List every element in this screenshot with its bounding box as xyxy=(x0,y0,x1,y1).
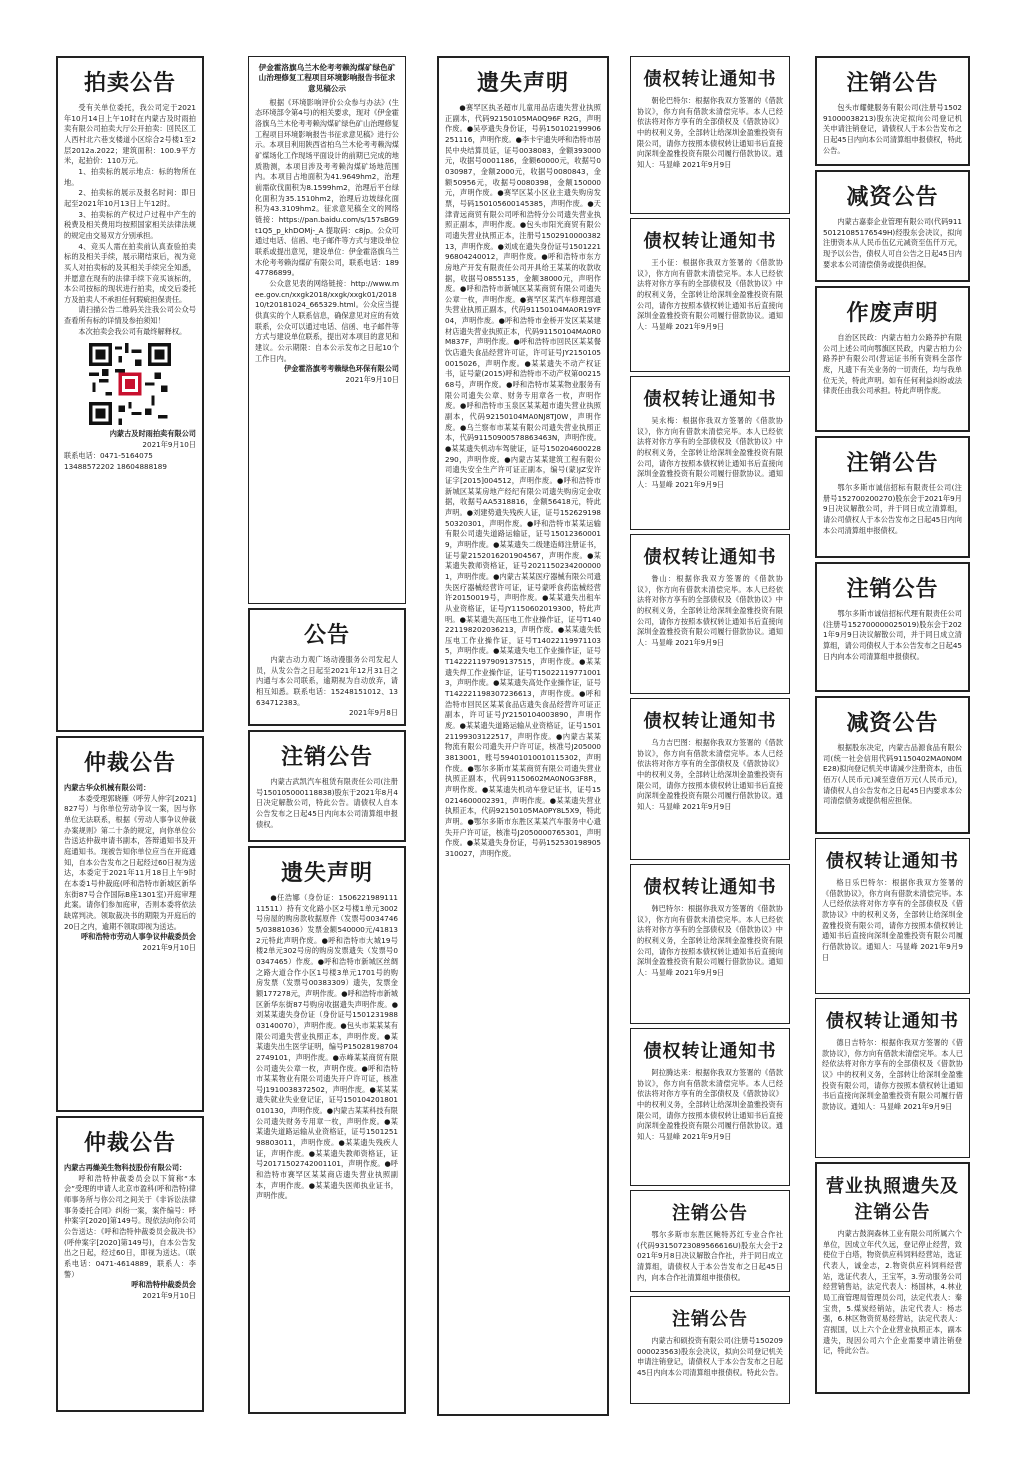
notice-body: ●赛罕区执圣超市儿童用品店遗失营业执照正副本，代码92150105MA0Q96F R2G，声明作废。●吴亭遗失身份证，号码150102199906251116，声明作废。●李卡宇遗失呼和浩特市居民中央结算员证，证号0038083，金额393000元，收据号0001186，金额60000元，收据号0030987，金额2000元，收据号0080843，金额50956元，收据号0080398，金额150000元，声明作废。●赛罕区某小区业主遗失购房发票，号码150105600145385，声明作废。●天津青远商贸有限公司呼和浩特分公司遗失营业执照正副本，声明作废。●包头市阳光商贸有限公司遗失营业执照正本，注册号150291000038213，声明作废。●刘成在遗失身份证号150122196804240012，声明作废。●呼和浩特市东方房地产开发有限责任公司开具给王某某的收款收据，收据号0855135，金额38000元，声明作废。●呼和浩特市新城区某某商贸有限公司遗失公章一枚，声明作废。●赛罕区某汽车修理部遗失营业执照正副本，代码91150104MA0R19YF04，声明作废。●呼和浩特市金桥开发区某某建材店遗失营业执照正本，代码91150104MA0R0M837F，声明作废。●呼和浩特市回民区某某餐饮店遗失食品经营许可证，许可证号JY21501050015026，声明作废。●某某遗失不动产权证书，证号蒙(2015)呼和浩特市不动产权第0021568号，声明作废。●呼和浩特市某某物业服务有限公司遗失公章、财务专用章各一枚，声明作废。●呼和浩特市玉泉区某某超市遗失营业执照副本，代码92150104MA0NJ8TJ0W，声明作废。●乌兰察布市某某有限公司遗失营业执照正本，代码91150900578863463N，声明作废。●某某遗失机动车驾驶证，证号150204600228290，声明作废。●内蒙古某某建筑工程有限公司遗失安全生产许可证正副本，编号(蒙)JZ安许证字[2015]004512，声明作废。●呼和浩特市新城区某某房地产经纪有限公司遗失购房定金收据，收据号AA5318816，金额56418元，特此声明。●刘建势遗失残疾人证，证号15262919850320301，声明作废。●呼和浩特市某某运输有限公司遗失道路运输证，证号150123600019，声明作废。●某某遗失二级建造师注册证书，证号蒙2152016201904567，声明作废。●某某遗失教师资格证，证号20211502342000001，声明作废。●内蒙古某某医疗器械有限公司遗失医疗器械经营许可证，证号蒙呼食药监械经营许20150019号，声明作废。●某某遗失出租车从业资格证，证号JY1150602019300，特此声明。●某某遗失高压电工作业操作证，证号T140221198202036213，声明作废。●某某遗失低压电工作业操作证，证号T140221199711035，声明作废。●某某遗失电工作业操作证，证号T142221197909137515，声明作废。●某某遗失焊工作业操作证，证号T150221197710013，声明作废。●某某遗失高处作业操作证，证号T142221198307236613，声明作废。●呼和浩特市回民区某某食品店遗失食品经营许可证正副本，许可证号JY2150104003890，声明作废。●某某遗失道路运输从业资格证，证号150121199303122517，声明作废。●内蒙古某某物流有限公司遗失开户许可证，核准号J2050003813001，账号59401010010115302，声明作废。●鄂尔多斯市某某商贸有限公司遗失营业执照正副本，代码91150602MA0N0G3F8R，声明作废。●某某遗失机动车登记证书，证号150214600002391，声明作废。●某某遗失营业执照正本，代码92150105MA0PY8L5X9，特此声明。●鄂尔多斯市东胜区某某汽车服务中心遗失开户许可证，核准号J2050000765301，声明作废。●某某遗失身份证，号码152530198905310027，声明作废。 xyxy=(445,103,601,858)
column-2 xyxy=(248,56,406,1418)
company-signature: 内蒙古及时雨拍卖有限公司 xyxy=(109,429,196,439)
company-signature: 伊金霍洛旗考考赖绿色环保有限公司 xyxy=(283,364,399,374)
debt-transfer-notice-1: 债权转让通知书 朝伦巴特尔：根据你我双方签署的《借款协议》，你方向有借款未清偿完毕。本人已经依法将对你方享有的全部债权及《借款协议》中的权利义务，全部转让给深圳金盈雅投资有限公司，请你方按照本债权转让通知书后直接向深圳金盈雅投资有限公司履行借款协议。通知人：马显峰 2021年9月9日 xyxy=(630,56,790,214)
notice-title: 债权转让通知书 xyxy=(643,231,777,252)
notice-title: 注销公告 xyxy=(672,1309,748,1330)
notice-body: ●任浩娜（身份证：150622198911111511）持有文化路小区2号楼1单元3002号房屋的购房款收据原件（发票号00347465/03881036）发票金额540000元/418132元特此声明作废。●呼和浩特市大城19号楼2单元302号房的购房发票遗失（发票号00347465）作废。●呼和浩特市新城区丝绸之路大道合作小区1号楼3单元1701号的购房发票（发票号00383309）遗失，发票金额177278元，声明作废。●呼和浩特市新城区新华东街87号购房收据遗失声明作废。●刘某某遗失身份证（身份证号150123198803140070），声明作废。●包头市某某某有限公司遗失营业执照正本，声明作废。●某某遗失出生医学证明，编号P150281987042749101，声明作废。●赤峰某某商贸有限公司遗失公章一枚，声明作废。●呼和浩特市某某物业有限公司遗失开户许可证，核准号J1910038372502，声明作废。●某某某遗失就业失业登记证，证号150104201801010130，声明作废。●内蒙古某某科技有限公司遗失财务专用章一枚，声明作废。●某某遗失道路运输从业资格证，证号150125198803011，声明作废。●某某遗失残疾人证，声明作废。●某某遗失教师资格证，证号20171502742001101，声明作废。●呼和浩特市赛罕区某某商店遗失营业执照副本，声明作废。●某某遗失医师执业证书，声明作废。 xyxy=(256,893,398,1201)
debt-transfer-notice-5: 债权转让通知书 乌力吉巴图：根据你我双方签署的《借款协议》，你方向有借款未清偿完毕。本人已经依法将对你方享有的全部债权及《借款协议》中的权利义务，全部转让给深圳金盈雅投资有限公司，请你方按照本债权转让通知书后直接向深圳金盈雅投资有限公司履行借款协议。通知人：马显峰 2021年9月9日 xyxy=(630,698,790,860)
notice-title: 注销公告 xyxy=(846,576,939,602)
notice-title: 减资公告 xyxy=(846,710,939,736)
debt-transfer-notice-7: 债权转让通知书 阿拉腾达来：根据你我双方签署的《借款协议》，你方向有借款未清偿完毕。本人已经依法将对你方享有的全部债权及《借款协议》中的权利义务，全部转让给深圳金盈雅投资有限公司，请你方按照本债权转让通知书后直接向深圳金盈雅投资有限公司履行借款协议。通知人：马显峰 2021年9月9日 xyxy=(630,1028,790,1186)
license-lost-cancel-notice: 营业执照遗失及注销公告 内蒙古鼓润森林工业有限公司所属六个单位，因成立年代久远，登记停止经营，致使位于白塔，物资供应科饲料经营站，选证代表人，诚金志，2.物资供应科饲料经营站，选证代表人，王宝军，3.劳动服务公司经营销售站，法定代表人：杨国林，4.林业局工商管理局管理员公司，法定代表人：秦宝贵，5.煤炭经销站，法定代表人：杨志强，6.林区物资贸易经营站，法定代表人：宫振国，以上六个企业营业执照正本，副本遗失，现因公司六个企业需要申请注销登记，特此公告。 xyxy=(815,1162,970,1394)
notice-date: 2021年9月10日 xyxy=(142,1291,196,1301)
notice-body: 内蒙古再燥美生物科技股份有限公司： 呼和浩特仲裁委员会以下简称“本会”受理的申请人北京市盈科(呼和浩特)律师事务所与你公司之间关于《非诉讼法律事务委托合同》纠纷一案，案件编号：呼仲案字[2020]第149号。现依法向你公司公告送达：《呼和浩特仲裁委员会裁决书》(呼仲案字[2020]第149号)，自本公告发出之日起，经过60日，即视为送达。（联系电话：0471-4614889，联系人：李警） xyxy=(64,1163,196,1279)
notice-title: 注销公告 xyxy=(846,70,939,96)
notice-title: 营业执照遗失及注销公告 xyxy=(826,1176,959,1223)
notice-title: 债权转让通知书 xyxy=(643,1041,777,1062)
general-notice xyxy=(248,608,406,726)
eia-public-notice xyxy=(248,56,406,604)
debt-transfer-notice-2: 债权转让通知书 王小征：根据你我双方签署的《借款协议》，你方向有借款未清偿完毕。本人已经依法将对你方享有的全部债权及《借款协议》中的权利义务，全部转让给深圳金盈雅投资有限公司，请你方按照本债权转让通知书后直接向深圳金盈雅投资有限公司履行借款协议。通知人：马显峰 2021年9月9日 xyxy=(630,218,790,372)
notice-title: 注销公告 xyxy=(846,450,939,476)
void-statement: 作废声明 自治区民政：内蒙古柏力公路养护有限公司上述公司向鄂旗区民政，内蒙古柏力公路养护有限公司(营运证书所有资料全部作废，凡遗下有关业务的一切责任，均与我单位无关，特此声明。如有任何利益纠纷或法律责任由我公司承担。特此声明作废。 xyxy=(815,286,970,432)
cancellation-notice-2: 注销公告 鄂尔多斯市诚信招标有限责任公司(注册号152700200270)股东会于2021年9月9日决议解散公司，并于同日成立清算组，请公司债权人于本公告发布之日起45日内向本公司清算组申报债权。 xyxy=(815,436,970,558)
notice-body: 内蒙古华众机械有限公司： 本委受理郭晓雁（呼劳人仲字[2021]827号）与你单位劳动争议一案，因与你单位无法联系，根据《劳动人事争议仲裁办案规则》第二十条的规定，向你单位公告送达仲裁申请书副本，答辩通知书及开庭通知书。现被告知你单位应当在开庭通知，自本公告发布之日起经过60日视为送达，本委定于2021年11月18日上午9时在本委1号仲裁庭(呼和浩特市新城区新华东街87号合作国际B座1301室)开庭审理此案。请你们参加庭审，否则本委将依法缺席判决。领取裁决书的期限为开庭后的20日之内，逾期不领取即视为送达。 xyxy=(64,783,196,931)
capital-reduction-notice-1: 减资公告 内蒙古嘉泰企业管理有限公司(代码91150121085176549H)经股东会决议，拟向注册资本从人民币伍亿元减资至伍仟万元，现予以公告，债权人可自公告之日起45日内要求本公司清偿债务或提供担保。 xyxy=(815,170,970,282)
notice-date: 2021年9月10日 xyxy=(345,374,399,384)
notice-title: 注销公告 xyxy=(280,744,373,770)
lost-statement xyxy=(248,846,406,1414)
column-3 xyxy=(437,56,609,1420)
notice-title: 注销公告 xyxy=(672,1203,748,1224)
notice-body: 内蒙古武凯汽车租赁有限责任公司(注册号150105000118838)股东于2021年8月4日决定解散公司，特此公告。请债权人自本公告发布之日起45日内向本公司清算组申报债权。 xyxy=(256,777,398,829)
notice-title: 债权转让通知书 xyxy=(826,851,959,872)
capital-reduction-notice-2: 减资公告 根据股东决定，内蒙古品源食品有限公司(统一社会信用代码91150402MA0N0ME28)拟向登记机关申请减少注册资本，由伍佰万(人民币元)减至壹佰万元(人民币元)，请债权人自公告发布之日起45日内要求本公司清偿债务或提供相应担保。 xyxy=(815,696,970,834)
notice-title: 债权转让通知书 xyxy=(643,389,777,410)
auction-notice xyxy=(56,56,204,732)
notice-date: 2021年9月10日 xyxy=(142,942,196,952)
notice-title: 仲裁公告 xyxy=(83,1130,176,1156)
notice-title: 拍卖公告 xyxy=(83,70,176,96)
column-1 xyxy=(56,56,204,1416)
notice-title: 债权转让通知书 xyxy=(643,877,777,898)
org-signature: 呼和浩特仲裁委员会 xyxy=(131,1280,196,1290)
debt-transfer-notice-4: 债权转让通知书 鲁山：根据你我双方签署的《借款协议》，你方向有借款未清偿完毕。本人已经依法将对你方享有的全部债权及《借款协议》中的权利义务，全部转让给深圳金盈雅投资有限公司，请你方按照本债权转让通知书后直接向深圳金盈雅投资有限公司履行借款协议。通知人：马显峰 2021年9月9日 xyxy=(630,534,790,694)
notice-body: 受有关单位委托，我公司定于2021年10月14日上午10时在内蒙古及时雨拍卖有限公司拍卖大厅公开拍卖：回民区工人西村北六巷支楼道小区综合2号楼1至2层2012a.2022；建筑面积：100.9平方米，起拍价：110万元。 1、拍卖标的展示地点：标的物所在地。 2、拍卖标的展示及报名时间：即日起至2021年10月13日上午12时。 3、拍卖标的产权过户过程中产生的税费及相关费用均按照国家相关法律法规的规定由交易双方分别承担。 4、竞买人需在拍卖前认真查验拍卖标的及相关手续，展示期结束后，视为竞买人对拍卖标的及其相关手续完全知悉，并愿意在现有的法律手续下竞买该标的，本公司按标的现状进行拍卖，成交后委托方及拍卖人不承担任何瑕疵担保责任。 请扫描公告二维码关注我公司公众号查看所有标的详情及参拍须知！ 本次拍卖会我公司有最终解释权。 xyxy=(64,103,196,336)
notice-date: 2021年9月8日 xyxy=(348,708,398,718)
notice-title: 债权转让通知书 xyxy=(643,547,777,568)
notice-title: 公告 xyxy=(303,622,350,648)
notice-title: 作废声明 xyxy=(846,300,939,326)
contact-mobiles: 13488572202 18604888189 xyxy=(64,461,167,471)
debt-transfer-notice-1: 债权转让通知书 格日乐巴特尔：根据你我双方签署的《借款协议》，你方向有借款未清偿完毕。本人已经依法将对你方享有的全部债权及《借款协议》中的权利义务，全部转让给深圳金盈雅投资有限公司，请你方按照本债权转让通知书后直接向深圳金盈雅投资有限公司履行借款协议。通知人：马显峰 2021年9月9日 xyxy=(815,838,970,994)
cancellation-notice-1: 注销公告 鄂尔多斯市东胜区鲍特苏红专业合作社(代码93150723089566616U)股东大会于2021年9月8日决议解散合作社，并于同日成立清算组，请债权人于本公告发布之日起45日内，向本合作社清算组申报债权。 xyxy=(630,1190,790,1292)
column-4 xyxy=(630,56,790,1408)
cancellation-notice-1: 注销公告 包头市耀健服务有限公司(注册号150291000038213)股东决定拟向公司登记机关申请注销登记，请债权人于本公告发布之日起45日内向本公司清算组申报债权，特此公告。 xyxy=(815,56,970,166)
lost-statement-large xyxy=(437,56,609,1416)
notice-title: 遗失声明 xyxy=(476,70,569,96)
cancellation-notice-3: 注销公告 鄂尔多斯市诚信招标代理有限责任公司(注册号152700000025019)股东会于2021年9月9日决议解散公司，并于同日成立清算组，请公司债权人于本公告发布之日起45日内向本公司清算组申报债权。 xyxy=(815,562,970,692)
notice-subtitle: 伊金霍洛旗乌兰木伦考考赖沟煤矿绿色矿山治理修复工程项目环境影响报告书征求意见稿公示 xyxy=(258,63,396,93)
notice-title: 减资公告 xyxy=(846,184,939,210)
debt-transfer-notice-2: 债权转让通知书 德日吉特尔：根据你我双方签署的《借款协议》，你方向有借款未清偿完毕。本人已经依法将对你方享有的全部债权及《借款协议》中的权利义务，全部转让给深圳金盈雅投资有限公司，请你方按照本债权转让通知书后直接向深圳金盈雅投资有限公司履行借款协议。通知人：马显峰 2021年9月9日 xyxy=(815,998,970,1158)
notice-title: 债权转让通知书 xyxy=(826,1011,959,1032)
arbitration-notice-1 xyxy=(56,736,204,1112)
qr-code-icon[interactable] xyxy=(89,343,171,425)
debt-transfer-notice-3: 债权转让通知书 吴永梅：根据你我双方签署的《借款协议》，你方向有借款未清偿完毕。本人已经依法将对你方享有的全部债权及《借款协议》中的权利义务，全部转让给深圳金盈雅投资有限公司，请你方按照本债权转让通知书后直接向深圳金盈雅投资有限公司履行借款协议。通知人：马显峰 2021年9月9日 xyxy=(630,376,790,530)
cancellation-notice-2: 注销公告 内蒙古和硕投资有限公司(注册号150209000023563)股东会决议，拟向公司登记机关申请注销登记，请债权人于本公告发布之日起45日内向本公司清算组申报债权。特此公告。 xyxy=(630,1296,790,1404)
column-5 xyxy=(815,56,970,1398)
notice-title: 仲裁公告 xyxy=(83,750,176,776)
org-signature: 呼和浩特市劳动人事争议仲裁委员会 xyxy=(80,932,196,942)
notice-body: 内蒙古动力观广场动漫服务公司发起人员，从发公告之日起至2021年12月31日之内通与本公司联系，逾期视为自动放弃，请相互知悉。联系电话：15248151012、13634712383。 xyxy=(256,655,398,707)
notice-title: 遗失声明 xyxy=(280,860,373,886)
notice-date: 2021年9月10日 xyxy=(142,440,196,450)
notice-body: 根据《环境影响评价公众参与办法》(生态环境部令第4号)的相关要求，现对《伊金霍洛旗乌兰木伦考考赖沟煤矿绿色矿山治理修复工程项目环境影响报告书征求意见稿》进行公示。本项目利用陕西省柏乌兰木伦考考赖沟煤矿煤场化工作现场平面设计的前期已完成的地质勘测，本项目涉及考考赖沟煤矿场地范围内。本项目占地面积为41.9649hm2，治理前需砍伐面积为8.1599hm2，治理后平台绿化面积为35.1510hm2，治理后边坡绿化面积为43.3109hm2。征求意见稿全文的网络链接：https://pan.baidu.com/s/157sBG9t1Q5_p_khDOMj-_A 提取码：c8jp。公众可通过电话、信函、电子邮件等方式与建设单位联系或提出意见，建设单位：伊金霍洛旗乌兰木伦考考赖沟煤矿有限公司，联系电话：18947786899。 公众意见表的网络链接：http://www.mee.gov.cn/xxgk2018/xxgk/xxgk01/201810/t20181024_665329.html。公众应当提供真实的个人联系信息，确保意见对应的有效联系，公众可以通过电话、信函、电子邮件等方式与建设单位联系，提出对本项目的意见和建议。公示期限：自本公示发布之日起10个工作日内。 xyxy=(255,97,399,363)
arbitration-notice-2 xyxy=(56,1116,204,1412)
debt-transfer-notice-6: 债权转让通知书 韩巴特尔：根据你我双方签署的《借款协议》，你方向有借款未清偿完毕。本人已经依法将对你方享有的全部债权及《借款协议》中的权利义务，全部转让给深圳金盈雅投资有限公司，请你方按照本债权转让通知书后直接向深圳金盈雅投资有限公司履行借款协议。通知人：马显峰 2021年9月9日 xyxy=(630,864,790,1024)
notice-title: 债权转让通知书 xyxy=(643,711,777,732)
notice-title: 债权转让通知书 xyxy=(643,69,777,90)
cancellation-notice xyxy=(248,730,406,842)
contact-phone: 联系电话：0471-5164075 xyxy=(64,451,153,461)
